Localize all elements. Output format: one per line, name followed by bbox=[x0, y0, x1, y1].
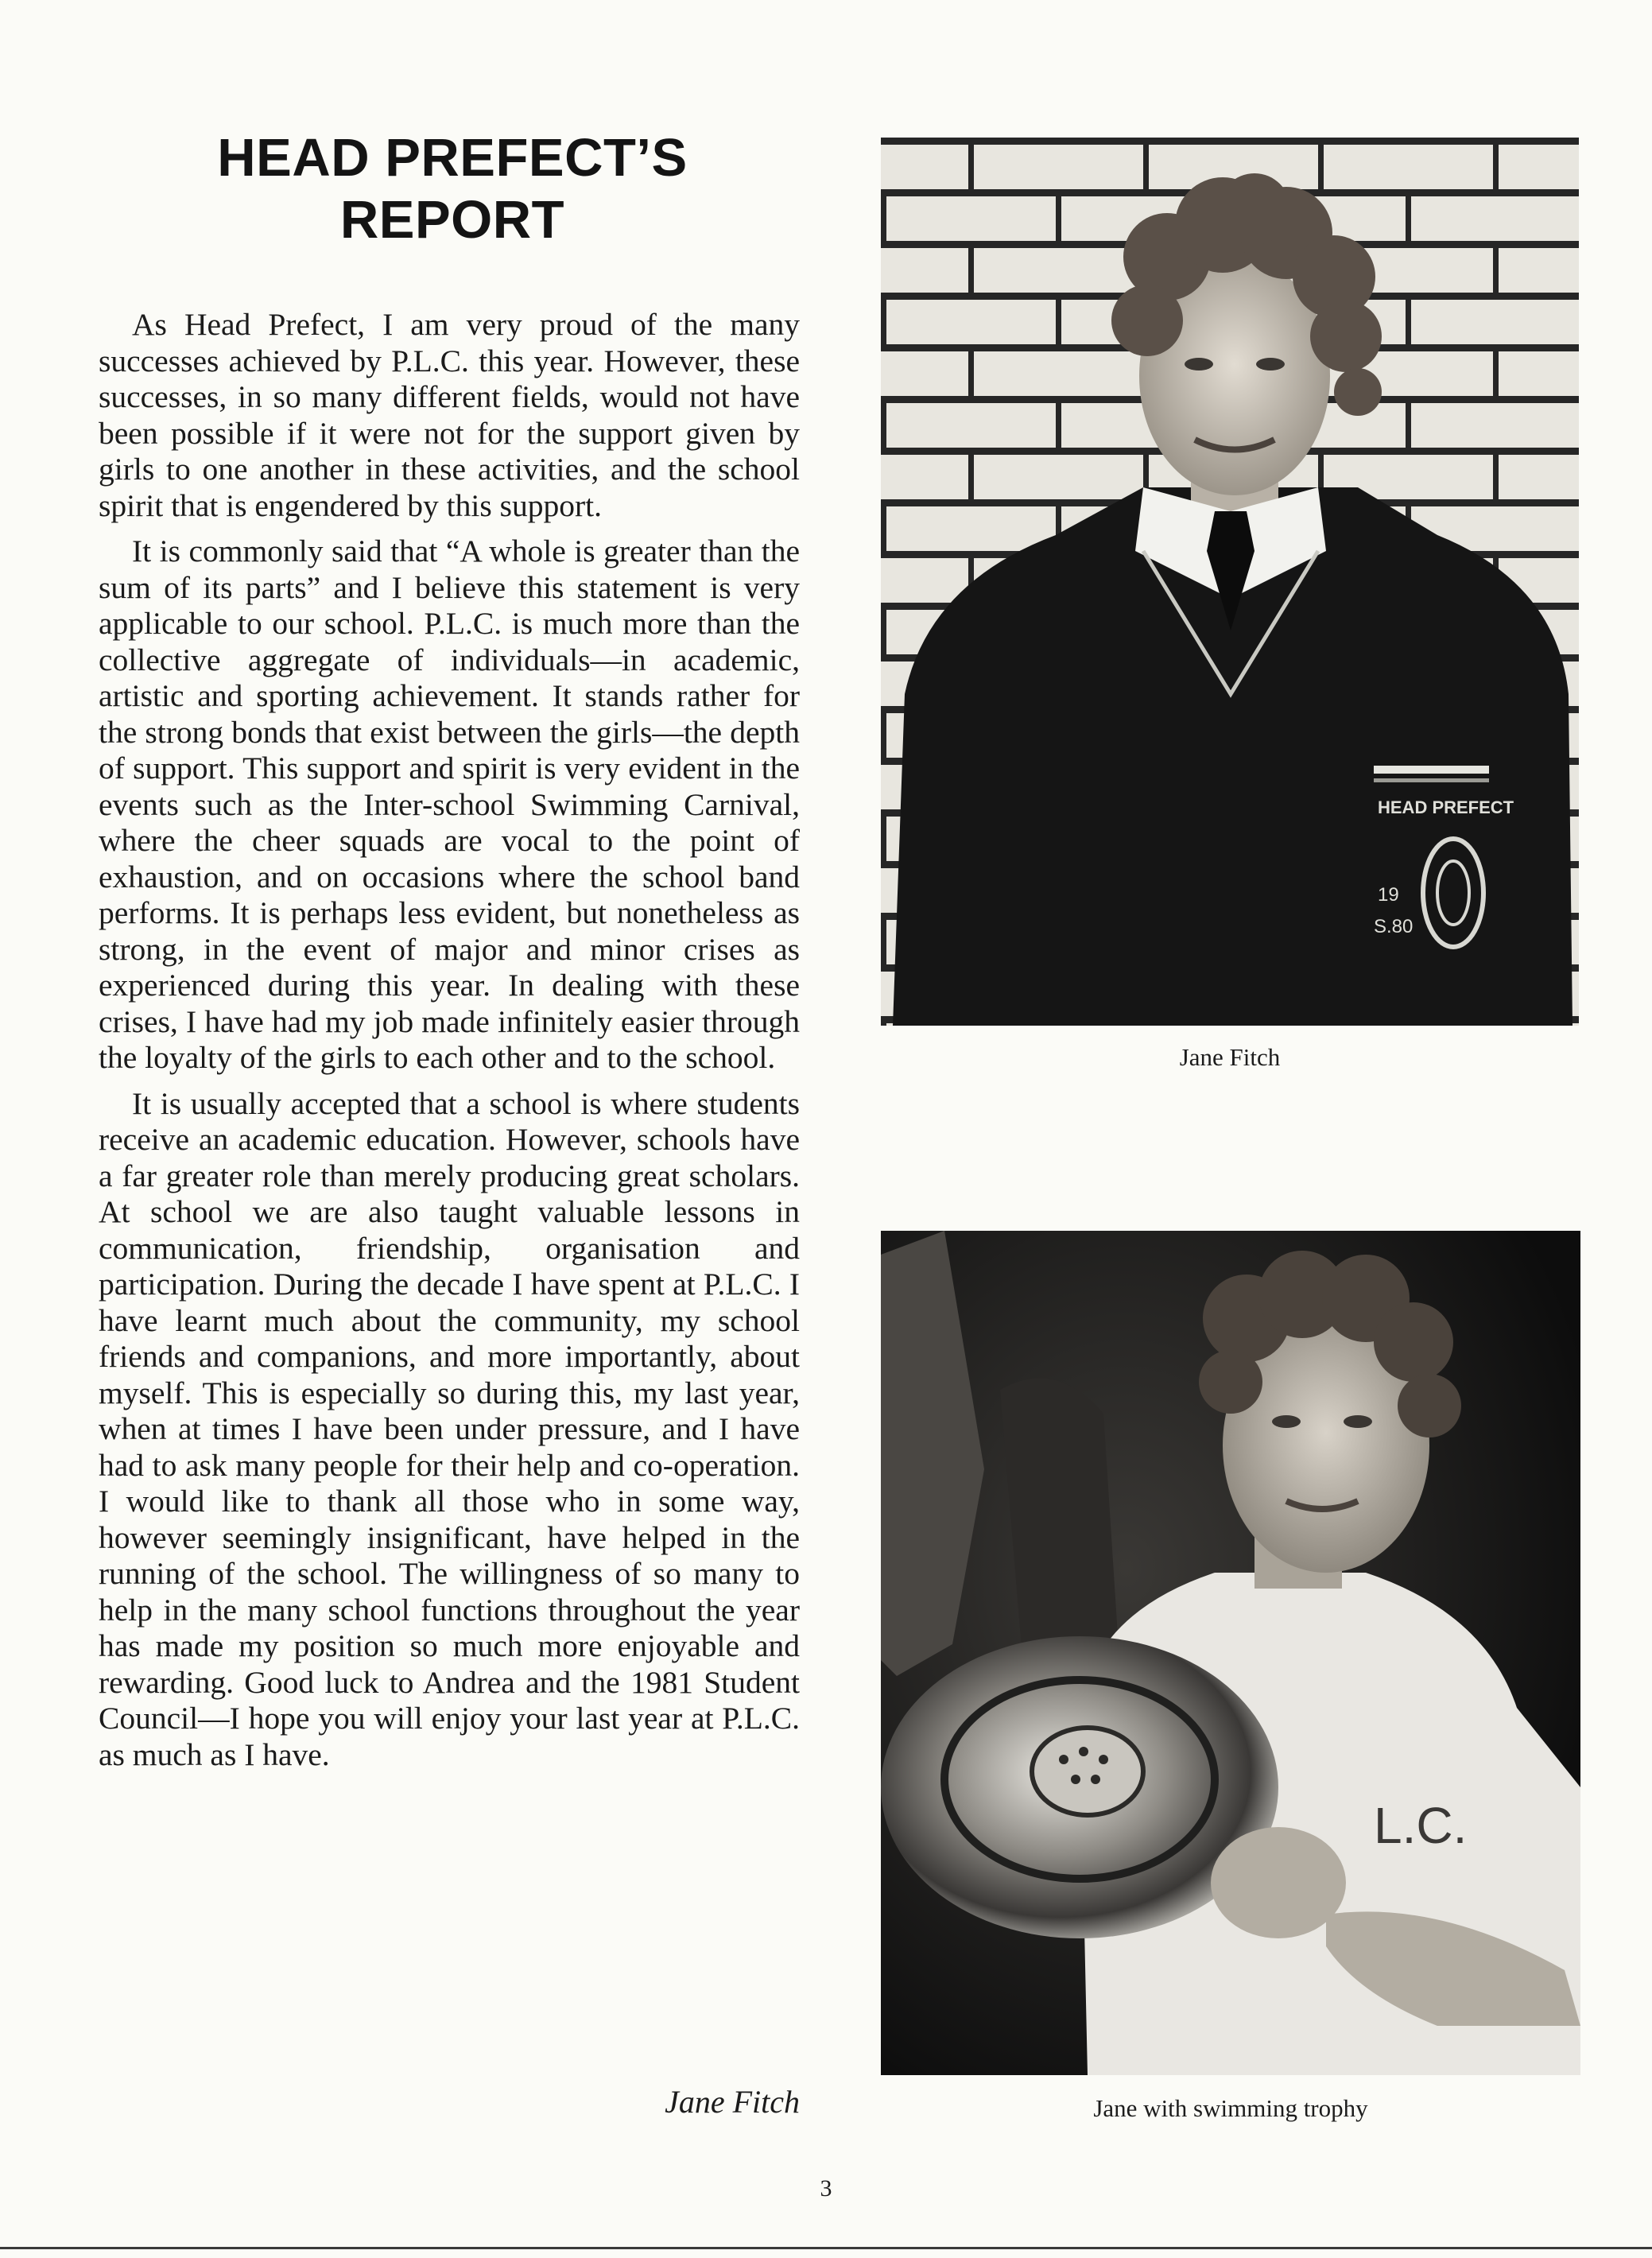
portrait-image bbox=[881, 138, 1579, 1026]
report-body bbox=[99, 307, 800, 1783]
author-signature: Jane Fitch bbox=[665, 2084, 800, 2120]
portrait-photo bbox=[881, 138, 1579, 1026]
shirt-text: L.C. bbox=[1374, 1797, 1468, 1854]
paragraph-1: As Head Prefect, I am very proud of the many successes achieved by P.L.C. this year. However, these successes, in so many different fields, would not have been possible if it were not for the support given by girls to one another in these activities, and the school spirit that is engendered by this support. bbox=[99, 307, 800, 523]
trophy-image bbox=[881, 1231, 1580, 2075]
trophy-caption: Jane with swimming trophy bbox=[1093, 2094, 1368, 2122]
portrait-caption: Jane Fitch bbox=[1179, 1043, 1281, 1071]
pocket-year: 19 bbox=[1378, 884, 1399, 906]
page-title: HEAD PREFECT’S REPORT bbox=[217, 128, 688, 250]
paragraph-2: It is commonly said that “A whole is greater than the sum of its parts” and I believe this statement is very applicable to our school. P.L.C. is much more than the collective aggregate of individuals—in academic, artistic and sporting achievement. It stands rather for the strong bonds that exist between the girls—the depth of support. This support and spirit is very evident in the events such as the Inter-school Swimming Carnival, where the cheer squads are vocal to the point of exhaustion, and on occasions where the school band performs. It is perhaps less evident, but nonetheless as strong, in the event of major and minor crises as experienced during this year. In dealing with these crises, I have had my job made infinitely easier through the loyalty of the girls to each other and to the school. bbox=[99, 533, 800, 1075]
trophy-photo bbox=[881, 1231, 1580, 2075]
pocket-year-2: S.80 bbox=[1374, 916, 1414, 937]
pocket-text: HEAD PREFECT bbox=[1378, 797, 1514, 817]
page-number: 3 bbox=[820, 2175, 832, 2202]
bottom-rule bbox=[0, 2247, 1652, 2249]
paragraph-3: It is usually accepted that a school is where students receive an academic education. However, schools have a far greater role than merely producing great scholars. At school we are also taught valuable lessons in communication, friendship, organisation and participation. During the decade I have spent at P.L.C. I have learnt much about the community, my school friends and companions, and more importantly, about myself. This is especially so during this, my last year, when at times I have been under pressure, and I have had to ask many people for their help and co-operation. I would like to thank all those who in some way, however seemingly insignificant, have helped in the running of the school. The willingness of so many to help in the many school functions throughout the year has made my position so much more enjoyable and rewarding. Good luck to Andrea and the 1981 Student Council—I hope you will enjoy your last year at P.L.C. as much as I have. bbox=[99, 1085, 800, 1772]
